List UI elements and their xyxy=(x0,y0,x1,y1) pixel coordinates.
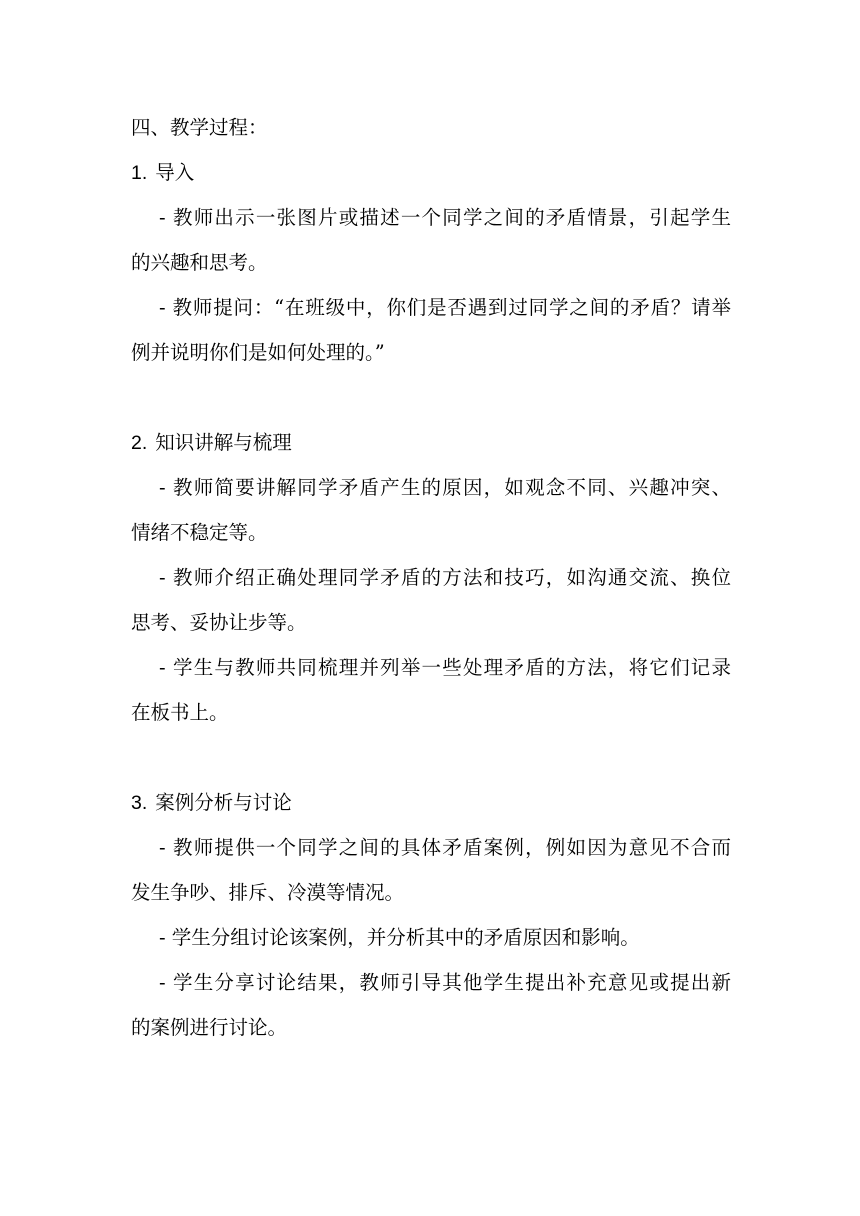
part-3-number: 3. xyxy=(131,792,148,814)
paragraph-line: 情绪不稳定等。 xyxy=(131,521,268,544)
paragraph-line: - 学生分享讨论结果，教师引导其他学生提出补充意见或提出新 xyxy=(159,971,731,994)
paragraph-line: - 学生与教师共同梳理并列举一些处理矛盾的方法，将它们记录 xyxy=(159,656,731,679)
paragraph-line: - 教师提问：“在班级中，你们是否遇到过同学之间的矛盾？请举 xyxy=(159,296,731,319)
part-2-number: 2. xyxy=(131,432,148,454)
paragraph-line: - 教师提供一个同学之间的具体矛盾案例，例如因为意见不合而 xyxy=(159,836,731,859)
section-title: 四、教学过程： xyxy=(131,116,268,139)
part-1-heading xyxy=(131,159,731,187)
part-2-title: 知识讲解与梳理 xyxy=(155,431,292,454)
part-3-title: 案例分析与讨论 xyxy=(155,791,292,814)
part-3-heading xyxy=(131,789,731,817)
paragraph-line: 的兴趣和思考。 xyxy=(131,251,268,274)
paragraph-line: - 教师出示一张图片或描述一个同学之间的矛盾情景，引起学生 xyxy=(159,206,731,229)
paragraph-line: 发生争吵、排斥、冷漠等情况。 xyxy=(131,881,405,904)
paragraph-line: 例并说明你们是如何处理的。” xyxy=(131,341,385,364)
paragraph-line: - 学生分组讨论该案例，并分析其中的矛盾原因和影响。 xyxy=(159,926,640,949)
paragraph-line: 在板书上。 xyxy=(131,701,229,724)
paragraph-line: 的案例进行讨论。 xyxy=(131,1016,288,1039)
paragraph-line: 思考、妥协让步等。 xyxy=(131,611,307,634)
part-1-number: 1. xyxy=(131,162,148,184)
part-1-title: 导入 xyxy=(155,161,195,184)
paragraph-line: - 教师介绍正确处理同学矛盾的方法和技巧，如沟通交流、换位 xyxy=(159,566,731,589)
paragraph-line: - 教师简要讲解同学矛盾产生的原因，如观念不同、兴趣冲突、 xyxy=(159,476,731,499)
part-2-heading xyxy=(131,429,731,457)
